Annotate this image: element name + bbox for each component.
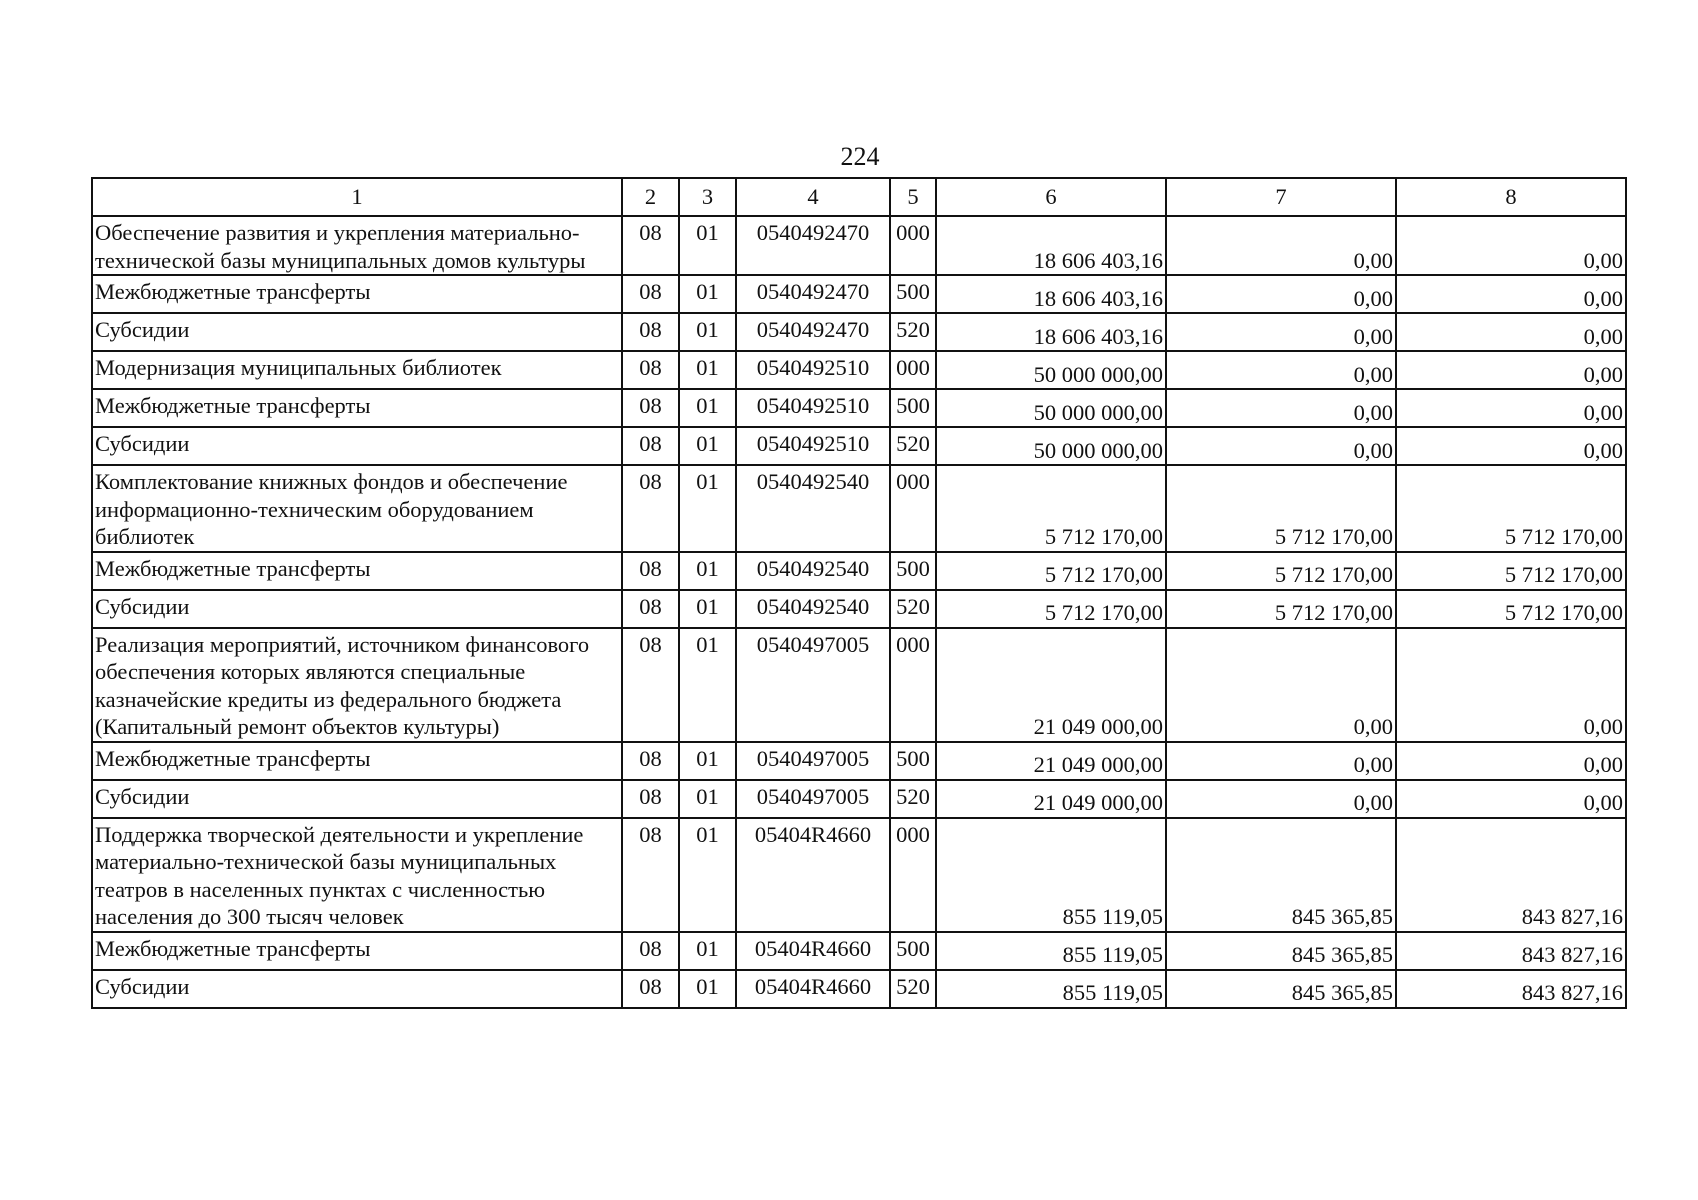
amount-col7-cell: 0,00 [1166, 275, 1396, 313]
amount-col7-cell: 0,00 [1166, 742, 1396, 780]
expense-type-code-cell: 500 [890, 742, 936, 780]
row-name-cell: Модернизация муниципальных библиотек [92, 351, 622, 389]
table-row [92, 216, 1626, 275]
amount-col8-cell: 5 712 170,00 [1396, 552, 1626, 590]
amount-col8-cell: 0,00 [1396, 216, 1626, 275]
target-item-code-cell: 0540492470 [736, 313, 890, 351]
subsection-code-cell: 01 [679, 389, 736, 427]
amount-col7-cell: 0,00 [1166, 628, 1396, 742]
budget-table [91, 177, 1627, 1009]
expense-type-code-cell: 520 [890, 970, 936, 1008]
row-name-cell: Поддержка творческой деятельности и укрепление материально-технической базы муниципальных театров в населенных пунктах с численностью населения до 300 тысяч человек [92, 818, 622, 932]
row-name-cell: Субсидии [92, 970, 622, 1008]
row-name-cell: Межбюджетные трансферты [92, 275, 622, 313]
table-header [92, 178, 1626, 216]
row-name-cell: Субсидии [92, 590, 622, 628]
amount-col6-cell: 50 000 000,00 [936, 351, 1166, 389]
amount-col6-cell: 50 000 000,00 [936, 389, 1166, 427]
amount-col6-cell: 855 119,05 [936, 818, 1166, 932]
column-header-2: 2 [622, 178, 679, 216]
amount-col6-cell: 5 712 170,00 [936, 590, 1166, 628]
row-name-cell: Реализация мероприятий, источником финансового обеспечения которых являются специальные казначейские кредиты из федерального бюджета (Капитальный ремонт объектов культуры) [92, 628, 622, 742]
table-row [92, 590, 1626, 628]
column-header-5: 5 [890, 178, 936, 216]
amount-col8-cell: 0,00 [1396, 628, 1626, 742]
amount-col6-cell: 855 119,05 [936, 970, 1166, 1008]
row-name-cell: Межбюджетные трансферты [92, 552, 622, 590]
amount-col8-cell: 843 827,16 [1396, 932, 1626, 970]
row-name-cell: Субсидии [92, 427, 622, 465]
column-header-6: 6 [936, 178, 1166, 216]
target-item-code-cell: 0540497005 [736, 628, 890, 742]
section-code-cell: 08 [622, 427, 679, 465]
amount-col7-cell: 845 365,85 [1166, 818, 1396, 932]
target-item-code-cell: 0540497005 [736, 742, 890, 780]
amount-col6-cell: 50 000 000,00 [936, 427, 1166, 465]
expense-type-code-cell: 500 [890, 932, 936, 970]
amount-col6-cell: 18 606 403,16 [936, 313, 1166, 351]
target-item-code-cell: 0540492510 [736, 427, 890, 465]
header-row [92, 178, 1626, 216]
section-code-cell: 08 [622, 780, 679, 818]
target-item-code-cell: 0540492510 [736, 351, 890, 389]
column-header-4: 4 [736, 178, 890, 216]
subsection-code-cell: 01 [679, 552, 736, 590]
amount-col8-cell: 843 827,16 [1396, 818, 1626, 932]
amount-col8-cell: 0,00 [1396, 780, 1626, 818]
expense-type-code-cell: 520 [890, 313, 936, 351]
table-body [92, 216, 1626, 1008]
section-code-cell: 08 [622, 351, 679, 389]
table-row [92, 818, 1626, 932]
row-name-cell: Межбюджетные трансферты [92, 389, 622, 427]
subsection-code-cell: 01 [679, 780, 736, 818]
row-name-cell: Субсидии [92, 313, 622, 351]
expense-type-code-cell: 000 [890, 628, 936, 742]
expense-type-code-cell: 520 [890, 590, 936, 628]
subsection-code-cell: 01 [679, 465, 736, 552]
subsection-code-cell: 01 [679, 742, 736, 780]
expense-type-code-cell: 000 [890, 465, 936, 552]
section-code-cell: 08 [622, 465, 679, 552]
row-name-cell: Межбюджетные трансферты [92, 932, 622, 970]
amount-col6-cell: 21 049 000,00 [936, 628, 1166, 742]
table-row [92, 351, 1626, 389]
column-header-8: 8 [1396, 178, 1626, 216]
amount-col7-cell: 0,00 [1166, 313, 1396, 351]
column-header-7: 7 [1166, 178, 1396, 216]
amount-col8-cell: 5 712 170,00 [1396, 590, 1626, 628]
section-code-cell: 08 [622, 818, 679, 932]
expense-type-code-cell: 000 [890, 818, 936, 932]
section-code-cell: 08 [622, 552, 679, 590]
amount-col8-cell: 0,00 [1396, 742, 1626, 780]
target-item-code-cell: 05404R4660 [736, 818, 890, 932]
amount-col8-cell: 0,00 [1396, 313, 1626, 351]
section-code-cell: 08 [622, 275, 679, 313]
amount-col7-cell: 0,00 [1166, 216, 1396, 275]
target-item-code-cell: 05404R4660 [736, 932, 890, 970]
amount-col8-cell: 5 712 170,00 [1396, 465, 1626, 552]
amount-col8-cell: 0,00 [1396, 275, 1626, 313]
subsection-code-cell: 01 [679, 351, 736, 389]
target-item-code-cell: 0540492470 [736, 275, 890, 313]
amount-col7-cell: 0,00 [1166, 389, 1396, 427]
amount-col7-cell: 5 712 170,00 [1166, 590, 1396, 628]
amount-col7-cell: 5 712 170,00 [1166, 465, 1396, 552]
amount-col6-cell: 18 606 403,16 [936, 216, 1166, 275]
column-header-3: 3 [679, 178, 736, 216]
table-row [92, 275, 1626, 313]
target-item-code-cell: 0540497005 [736, 780, 890, 818]
row-name-cell: Межбюджетные трансферты [92, 742, 622, 780]
table-row [92, 427, 1626, 465]
target-item-code-cell: 0540492510 [736, 389, 890, 427]
subsection-code-cell: 01 [679, 590, 736, 628]
amount-col6-cell: 18 606 403,16 [936, 275, 1166, 313]
subsection-code-cell: 01 [679, 427, 736, 465]
table-row [92, 742, 1626, 780]
section-code-cell: 08 [622, 313, 679, 351]
expense-type-code-cell: 500 [890, 275, 936, 313]
table-row [92, 389, 1626, 427]
amount-col7-cell: 0,00 [1166, 780, 1396, 818]
amount-col7-cell: 845 365,85 [1166, 932, 1396, 970]
expense-type-code-cell: 000 [890, 216, 936, 275]
row-name-cell: Обеспечение развития и укрепления материально-технической базы муниципальных домов культуры [92, 216, 622, 275]
amount-col8-cell: 0,00 [1396, 389, 1626, 427]
table-row [92, 932, 1626, 970]
expense-type-code-cell: 520 [890, 780, 936, 818]
expense-type-code-cell: 000 [890, 351, 936, 389]
amount-col8-cell: 0,00 [1396, 351, 1626, 389]
amount-col7-cell: 845 365,85 [1166, 970, 1396, 1008]
table-row [92, 780, 1626, 818]
subsection-code-cell: 01 [679, 313, 736, 351]
amount-col6-cell: 855 119,05 [936, 932, 1166, 970]
subsection-code-cell: 01 [679, 628, 736, 742]
section-code-cell: 08 [622, 742, 679, 780]
subsection-code-cell: 01 [679, 932, 736, 970]
section-code-cell: 08 [622, 590, 679, 628]
table-row [92, 970, 1626, 1008]
table-row [92, 313, 1626, 351]
table-row [92, 628, 1626, 742]
row-name-cell: Комплектование книжных фондов и обеспечение информационно-техническим оборудованием библиотек [92, 465, 622, 552]
subsection-code-cell: 01 [679, 216, 736, 275]
amount-col7-cell: 5 712 170,00 [1166, 552, 1396, 590]
amount-col6-cell: 21 049 000,00 [936, 742, 1166, 780]
amount-col8-cell: 0,00 [1396, 427, 1626, 465]
row-name-cell: Субсидии [92, 780, 622, 818]
expense-type-code-cell: 520 [890, 427, 936, 465]
amount-col6-cell: 21 049 000,00 [936, 780, 1166, 818]
subsection-code-cell: 01 [679, 275, 736, 313]
table-row [92, 552, 1626, 590]
amount-col6-cell: 5 712 170,00 [936, 465, 1166, 552]
section-code-cell: 08 [622, 389, 679, 427]
expense-type-code-cell: 500 [890, 389, 936, 427]
page-number: 224 [840, 142, 880, 171]
section-code-cell: 08 [622, 970, 679, 1008]
section-code-cell: 08 [622, 216, 679, 275]
table-row [92, 465, 1626, 552]
expense-type-code-cell: 500 [890, 552, 936, 590]
amount-col7-cell: 0,00 [1166, 351, 1396, 389]
target-item-code-cell: 0540492540 [736, 465, 890, 552]
target-item-code-cell: 0540492540 [736, 552, 890, 590]
section-code-cell: 08 [622, 932, 679, 970]
section-code-cell: 08 [622, 628, 679, 742]
target-item-code-cell: 05404R4660 [736, 970, 890, 1008]
amount-col7-cell: 0,00 [1166, 427, 1396, 465]
target-item-code-cell: 0540492470 [736, 216, 890, 275]
subsection-code-cell: 01 [679, 818, 736, 932]
subsection-code-cell: 01 [679, 970, 736, 1008]
column-header-1: 1 [92, 178, 622, 216]
amount-col6-cell: 5 712 170,00 [936, 552, 1166, 590]
amount-col8-cell: 843 827,16 [1396, 970, 1626, 1008]
target-item-code-cell: 0540492540 [736, 590, 890, 628]
